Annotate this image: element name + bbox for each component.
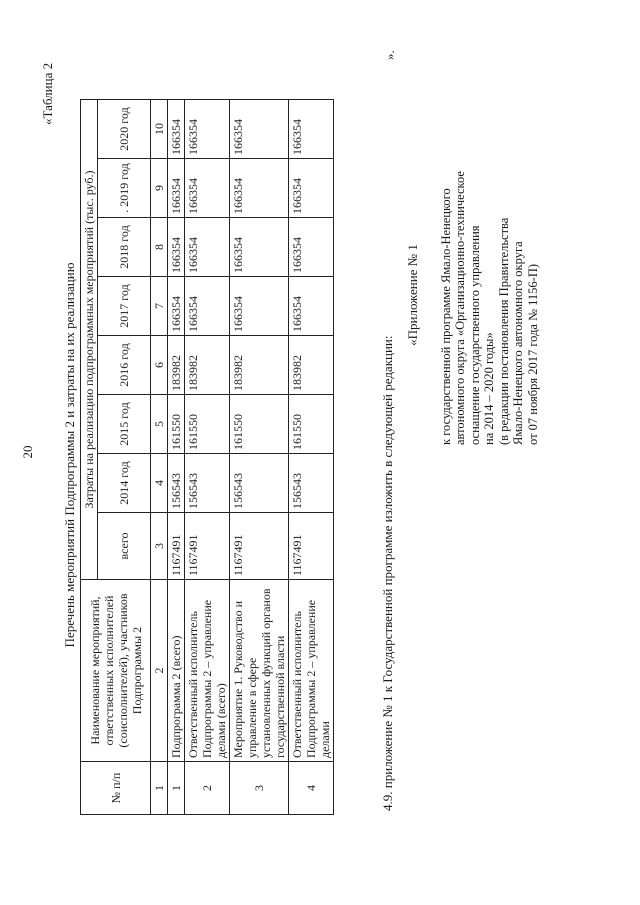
row-total: 1167491 <box>185 513 230 580</box>
header-year: 2014 год <box>98 454 151 513</box>
row-total: 1167491 <box>289 513 334 580</box>
header-no: № п/п <box>81 762 151 815</box>
row-value: 166354 <box>168 100 185 159</box>
column-number: 5 <box>151 395 168 454</box>
row-value: 183982 <box>168 336 185 395</box>
column-number: 8 <box>151 218 168 277</box>
row-value: 166354 <box>289 218 334 277</box>
row-value: 166354 <box>230 159 289 218</box>
header-year: 2018 год <box>98 218 151 277</box>
column-number: 10 <box>151 100 168 159</box>
header-total: всего <box>98 513 151 580</box>
row-no: 2 <box>185 762 230 815</box>
header-year: 2017 год <box>98 277 151 336</box>
table-row <box>230 100 289 815</box>
row-value: 156543 <box>185 454 230 513</box>
column-number: 7 <box>151 277 168 336</box>
table-header-row <box>81 100 98 815</box>
appendix-line: оснащение государственного управления <box>467 225 482 445</box>
column-number: 6 <box>151 336 168 395</box>
page-number: 20 <box>20 445 35 459</box>
row-value: 166354 <box>289 100 334 159</box>
column-number: 2 <box>151 580 168 762</box>
row-value: 183982 <box>230 336 289 395</box>
row-value: 161550 <box>230 395 289 454</box>
row-value: 166354 <box>168 277 185 336</box>
row-total: 1167491 <box>230 513 289 580</box>
table-row <box>168 100 185 815</box>
column-number: 4 <box>151 454 168 513</box>
row-value: 166354 <box>230 218 289 277</box>
item-4-9: 4.9. приложение № 1 к Государственной программе изложить в следующей редакции: <box>380 335 395 811</box>
row-value: 166354 <box>168 218 185 277</box>
table-tag: «Таблица 2 <box>40 62 55 125</box>
header-year: . 2019 год <box>98 159 151 218</box>
row-value: 156543 <box>168 454 185 513</box>
row-total: 1167491 <box>168 513 185 580</box>
header-name: Наименование мероприятий, ответственных исполнителей (соисполнителей), участников Подпрограммы 2 <box>81 580 151 762</box>
row-value: 166354 <box>289 159 334 218</box>
appendix-line: к государственной программе Ямало-Ненецкого <box>438 188 453 445</box>
row-value: 166354 <box>185 159 230 218</box>
table-row <box>185 100 230 815</box>
row-value: 166354 <box>185 218 230 277</box>
appendix-line: Ямало-Ненецкого автономного округа <box>511 241 525 445</box>
header-year: 2015 год <box>98 395 151 454</box>
row-value: 183982 <box>185 336 230 395</box>
appendix-line: от 07 ноября 2017 года № 1156-П) <box>525 263 540 445</box>
column-number: 3 <box>151 513 168 580</box>
row-value: 183982 <box>289 336 334 395</box>
row-no: 1 <box>168 762 185 815</box>
row-no: 3 <box>230 762 289 815</box>
column-number: 1 <box>151 762 168 815</box>
row-name: Мероприятие 1. Руководство и управление в сфере установленных функций органов государственной власти <box>230 580 289 762</box>
row-name: Подпрограмма 2 (всего) <box>168 580 185 762</box>
row-value: 166354 <box>230 100 289 159</box>
appendix-line: на 2014 – 2020 годы» <box>482 332 496 445</box>
row-value: 166354 <box>168 159 185 218</box>
row-name: Ответственный исполнитель Подпрограммы 2 – управление делами (всего) <box>185 580 230 762</box>
row-no: 4 <box>289 762 334 815</box>
row-value: 166354 <box>289 277 334 336</box>
header-costs: Затраты на реализацию подпрограммных мероприятий (тыс. руб.) <box>81 100 98 580</box>
column-number-row <box>151 100 168 815</box>
appendix-line: автономного округа «Организационно-техническое <box>453 171 467 445</box>
header-year: 2020 год <box>98 100 151 159</box>
row-name: Ответственный исполнитель Подпрограммы 2 – управление делами <box>289 580 334 762</box>
row-value: 166354 <box>230 277 289 336</box>
header-year: 2016 год <box>98 336 151 395</box>
appendix-line: (в редакции постановления Правительства <box>496 217 511 445</box>
table-row <box>289 100 334 815</box>
row-value: 161550 <box>185 395 230 454</box>
appendix-heading: «Приложение № 1 <box>405 244 420 346</box>
row-value: 156543 <box>230 454 289 513</box>
row-value: 156543 <box>289 454 334 513</box>
closing-quote: ». <box>382 50 397 60</box>
row-value: 161550 <box>168 395 185 454</box>
row-value: 166354 <box>185 277 230 336</box>
appendix-block <box>406 145 540 445</box>
costs-table <box>80 99 334 815</box>
column-number: 9 <box>151 159 168 218</box>
row-value: 166354 <box>185 100 230 159</box>
row-value: 161550 <box>289 395 334 454</box>
document-title: Перечень мероприятий Подпрограммы 2 и затраты на их реализацию <box>62 262 77 648</box>
